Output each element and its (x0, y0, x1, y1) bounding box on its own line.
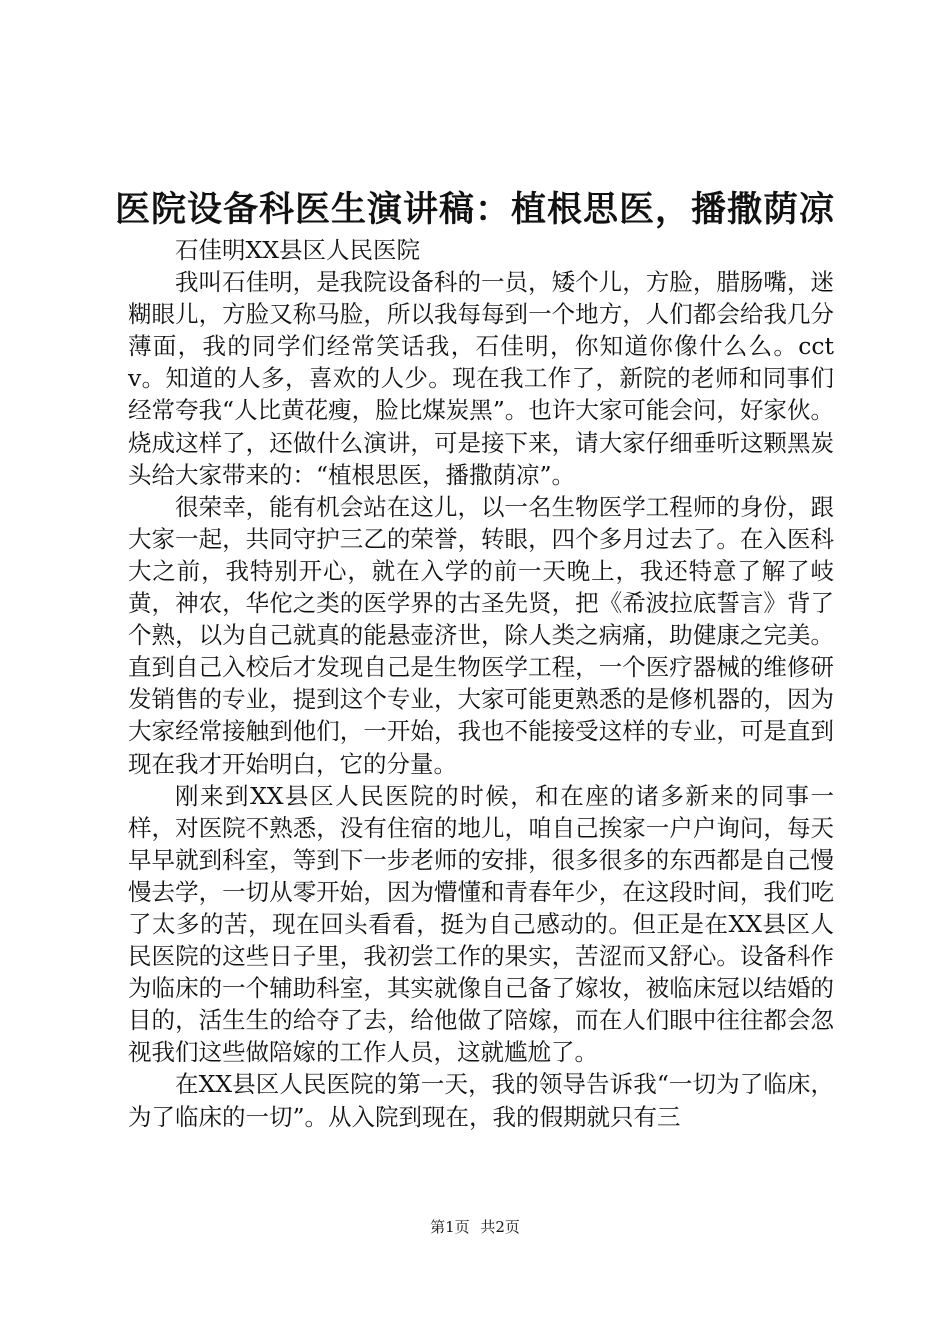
page-title: 医院设备科医生演讲稿：植根思医，播撒荫凉 (114, 189, 835, 230)
paragraph: 很荣幸，能有机会站在这儿，以一名生物医学工程师的身份，跟大家一起，共同守护三乙的荣誉，转眼，四个多月过去了。在入医科大之前，我特别开心，就在入学的前一天晚上，我还特意了解了岐黄，神农，华佗之类的医学界的古圣先贤，把《希波拉底誓言》背了个熟，以为自己就真的能悬壶济世，除人类之病痛，助健康之完美。直到自己入校后才发现自己是生物医学工程，一个医疗器械的维修研发销售的专业，提到这个专业，大家可能更熟悉的是修机器的，因为大家经常接触到他们，一开始，我也不能接受这样的专业，可是直到现在我才开始明白，它的分量。 (128, 492, 834, 778)
paragraph: 我叫石佳明，是我院设备科的一员，矮个儿，方脸，腊肠嘴，迷糊眼儿，方脸又称马脸，所以我每每到一个地方，人们都会给我几分薄面，我的同学们经常笑话我，石佳明，你知道你像什么么。cctv。知道的人多，喜欢的人少。现在我工作了，新院的老师和同事们经常夸我“人比黄花瘦，脸比煤炭黑”。也许大家可能会问，好家伙。烧成这样了，还做什么演讲，可是接下来，请大家仔细垂听这颗黑炭头给大家带来的：“植根思医，播撒荫凉”。 (128, 268, 834, 489)
page-footer (0, 1217, 950, 1237)
paragraph: 刚来到XX县区人民医院的时候，和在座的诸多新来的同事一样，对医院不熟悉，没有住宿的地儿，咱自己挨家一户户询问，每天早早就到科室，等到下一步老师的安排，很多很多的东西都是自己慢慢去学，一切从零开始，因为懵懂和青春年少，在这段时间，我们吃了太多的苦，现在回头看看，挺为自己感动的。但正是在XX县区人民医院的这些日子里，我初尝工作的果实，苦涩而又舒心。设备科作为临床的一个辅助科室，其实就像自己备了嫁妆，被临床冠以结婚的目的，活生生的给夺了去，给他做了陪嫁，而在人们眼中往往都会忽视我们这些做陪嫁的工作人员，这就尴尬了。 (128, 781, 834, 1067)
author-line: 石佳明XX县区人民医院 (175, 236, 420, 264)
page-total: 共2页 (480, 1218, 520, 1236)
document-body (128, 234, 834, 1133)
page-number: 第1页 (430, 1218, 470, 1236)
paragraph: 在XX县区人民医院的第一天，我的领导告诉我“一切为了临床，为了临床的一切”。从入院到现在，我的假期就只有三 (128, 1070, 834, 1131)
